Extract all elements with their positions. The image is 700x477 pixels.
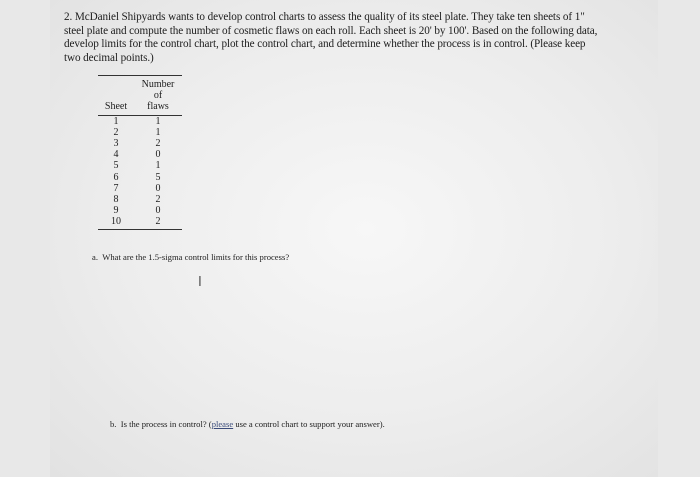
- table-row: [98, 205, 182, 216]
- table-row: [98, 138, 182, 149]
- flaws-data-table: [98, 75, 182, 230]
- flaws-cell: 0: [155, 149, 161, 161]
- sheet-cell: 1: [113, 115, 119, 127]
- flaws-header-line1: Number of: [134, 76, 182, 102]
- flaws-cell: 1: [155, 160, 161, 172]
- question-a-text: What are the 1.5-sigma control limits for this process?: [102, 252, 290, 262]
- table-row: [98, 183, 182, 194]
- sheet-header: Sheet: [98, 101, 134, 115]
- sheet-cell: 9: [113, 205, 119, 217]
- flaws-cell: 1: [155, 115, 161, 127]
- sheet-cell: 10: [98, 216, 134, 229]
- sheet-cell: 2: [113, 126, 119, 138]
- table-row: [98, 194, 182, 205]
- table-row: [98, 127, 182, 138]
- sheet-cell: 8: [113, 194, 119, 206]
- sheet-cell: 6: [113, 171, 119, 183]
- sheet-cell: 5: [113, 160, 119, 172]
- problem-statement: [64, 11, 604, 65]
- problem-text: McDaniel Shipyards wants to develop control charts to assess the quality of its steel plate. They take ten sheets of 1" steel plate and compute the number of cosmetic flaws on each roll. Each sheet is 20' by 100'. Based on the following data, develop limits for the control chart, plot the control chart, and determine whether the process is in control. (Please keep two decimal points.): [64, 11, 598, 64]
- question-a: [92, 252, 289, 263]
- table-row: [98, 172, 182, 183]
- flaws-cell: 1: [155, 126, 161, 138]
- flaws-cell: 2: [155, 138, 161, 150]
- table-row: [98, 115, 182, 127]
- flaws-header-line2: flaws: [134, 101, 182, 115]
- document-page: [50, 0, 658, 477]
- flaws-cell: 2: [134, 216, 182, 229]
- flaws-cell: 0: [155, 205, 161, 217]
- sheet-cell: 3: [113, 138, 119, 150]
- question-a-label: a.: [92, 252, 98, 262]
- sheet-cell: 4: [113, 149, 119, 161]
- problem-number: 2.: [64, 11, 73, 23]
- text-cursor-icon: I: [198, 275, 202, 290]
- sheet-cell: 7: [113, 182, 119, 194]
- table-row: [98, 160, 182, 171]
- question-b-highlight: please: [211, 419, 234, 429]
- flaws-cell: 0: [155, 182, 161, 194]
- table-row: [98, 149, 182, 160]
- question-b-text-after: use a control chart to support your answer).: [233, 419, 385, 429]
- question-b-text-before: Is the process in control? (: [120, 419, 212, 429]
- flaws-cell: 5: [155, 171, 161, 183]
- question-b: [110, 419, 385, 430]
- question-b-label: b.: [110, 419, 117, 429]
- table-row: [98, 216, 182, 229]
- flaws-cell: 2: [155, 194, 161, 206]
